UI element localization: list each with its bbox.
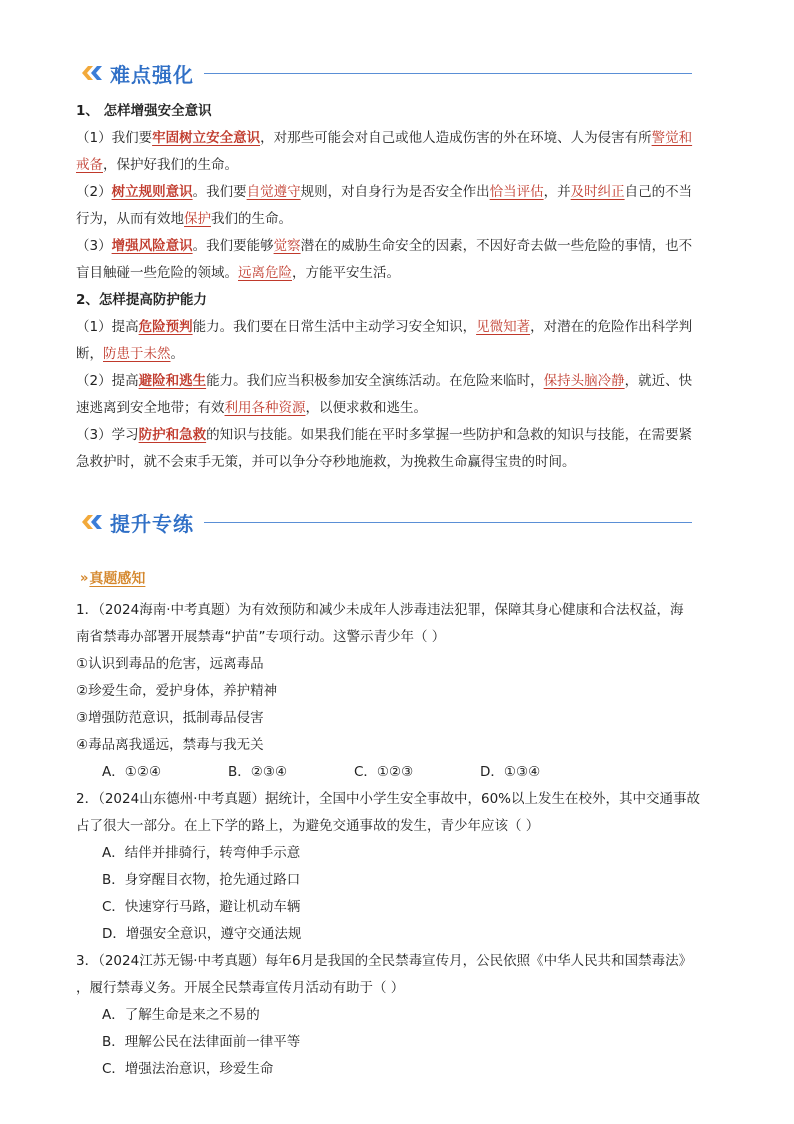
- text: 。: [170, 346, 184, 362]
- statement: ③增强防范意识，抵制毒品侵害: [76, 710, 264, 726]
- key-phrase: 远离危险: [238, 265, 292, 281]
- section-divider: [204, 522, 692, 523]
- key-phrase: 利用各种资源: [224, 400, 306, 416]
- double-chevron-icon: [80, 63, 104, 83]
- option-b[interactable]: B．②③④: [228, 764, 288, 780]
- text: （1）我们要: [76, 130, 153, 146]
- practice-content: [76, 597, 724, 1083]
- key-phrase: 防患于未然: [103, 346, 171, 362]
- q2-item-1-line2: [76, 341, 724, 368]
- q1-item-1-line1: [76, 125, 724, 152]
- subsection-title: 真题感知: [89, 571, 146, 587]
- q2-item-3-line1: [76, 422, 724, 449]
- text: 潜在的威胁生命安全的因素，不因好奇去做一些危险的事情，也不: [300, 238, 693, 254]
- subsection-header: [80, 568, 145, 588]
- text: ，保护好我们的生命。: [103, 157, 238, 173]
- text: ，以便求救和逃生。: [305, 400, 427, 416]
- text: 我们的生命。: [211, 211, 292, 227]
- text: （1）提高: [76, 319, 139, 335]
- question-1-stem: 南省禁毒办部署开展禁毒“护苗”专项行动。这警示青少年（ ）: [76, 629, 446, 645]
- key-phrase: 树立规则意识: [111, 184, 193, 200]
- text: 。我们要: [192, 184, 247, 200]
- option-c[interactable]: C．增强法治意识，珍爱生命: [102, 1061, 274, 1077]
- key-phrase: 增强风险意识: [111, 238, 193, 254]
- text: （2）提高: [76, 373, 139, 389]
- question-1-options: [76, 759, 724, 786]
- difficulty-content: [76, 98, 724, 476]
- q1-item-3-line2: [76, 260, 724, 287]
- q1-item-1-line2: [76, 152, 724, 179]
- key-phrase: 防护和急救: [138, 427, 207, 443]
- key-phrase: 及时纠正: [570, 184, 625, 200]
- option-b[interactable]: B．理解公民在法律面前一律平等: [102, 1034, 301, 1050]
- q1-heading: 1、 怎样增强安全意识: [76, 103, 212, 119]
- option-c[interactable]: C．①②③: [354, 764, 414, 780]
- question-2-stem: 占了很大一部分。在上下学的路上，为避免交通事故的发生，青少年应该（ ）: [76, 818, 540, 834]
- text: ，对那些可能会对自己或他人造成伤害的外在环境、人为侵害有所: [260, 130, 652, 146]
- statement: ①认识到毒品的危害，远离毒品: [76, 656, 264, 672]
- key-phrase: 自觉遵守: [246, 184, 301, 200]
- text: 断，: [76, 346, 103, 362]
- key-phrase: 见微知著: [476, 319, 531, 335]
- section-divider: [204, 73, 692, 74]
- section-title: 提升专练: [110, 511, 194, 536]
- text: （3）: [76, 238, 112, 254]
- text: 盲目触碰一些危险的领域。: [76, 265, 238, 281]
- key-phrase: 危险预判: [138, 319, 193, 335]
- text: 行为，从而有效地: [76, 211, 184, 227]
- text: 能力。我们应当积极参加安全演练活动。在危险来临时，: [206, 373, 544, 389]
- section-title: 难点强化: [110, 62, 194, 87]
- text: 自己的不当: [624, 184, 693, 200]
- text: ，就近、快: [624, 373, 693, 389]
- text: 的知识与技能。如果我们能在平时多掌握一些防护和急救的知识与技能，在需要紧: [206, 427, 693, 443]
- q1-item-2-line2: [76, 206, 724, 233]
- q1-item-3-line1: [76, 233, 724, 260]
- text: ，并: [543, 184, 571, 200]
- key-phrase: 保持头脑冷静: [543, 373, 625, 389]
- q2-heading: 2、怎样提高防护能力: [76, 292, 207, 308]
- text: （3）学习: [76, 427, 139, 443]
- section-header-practice: [80, 507, 692, 537]
- option-b[interactable]: B．身穿醒目衣物，抢先通过路口: [102, 872, 301, 888]
- key-phrase: 戒备: [76, 157, 103, 173]
- text: 能力。我们要在日常生活中主动学习安全知识，: [192, 319, 477, 335]
- text: ，方能平安生活。: [292, 265, 400, 281]
- option-d[interactable]: D．增强安全意识，遵守交通法规: [102, 926, 302, 942]
- key-phrase: 恰当评估: [489, 184, 544, 200]
- q2-item-1-line1: [76, 314, 724, 341]
- question-2-stem: 2．（2024山东德州·中考真题）据统计，全国中小学生安全事故中，60%以上发生在校外，其中交通事故: [76, 791, 700, 807]
- chevron-right-icon: »: [80, 570, 86, 586]
- question-3-stem: ，履行禁毒义务。开展全民禁毒宣传月活动有助于（ ）: [76, 980, 405, 996]
- q2-item-2-line1: [76, 368, 724, 395]
- text: （2）: [76, 184, 112, 200]
- option-c[interactable]: C．快速穿行马路，避让机动车辆: [102, 899, 301, 915]
- question-1-stem: 1．（2024海南·中考真题）为有效预防和减少未成年人涉毒违法犯罪，保障其身心健康和合法权益，海: [76, 602, 684, 618]
- text: 。我们要能够: [192, 238, 274, 254]
- statement: ②珍爱生命，爱护身体，养护精神: [76, 683, 278, 699]
- option-d[interactable]: D．①③④: [480, 764, 541, 780]
- option-a[interactable]: A．结伴并排骑行，转弯伸手示意: [102, 845, 301, 861]
- key-phrase: 避险和逃生: [138, 373, 207, 389]
- text: 速逃离到安全地带；有效: [76, 400, 225, 416]
- q2-item-3-line2: 急救护时，就不会束手无策，并可以争分夺秒地施救，为挽救生命赢得宝贵的时间。: [76, 454, 576, 470]
- text: ，对潜在的危险作出科学判: [530, 319, 693, 335]
- q2-item-2-line2: [76, 395, 724, 422]
- double-chevron-icon: [80, 512, 104, 532]
- statement: ④毒品离我遥远，禁毒与我无关: [76, 737, 264, 753]
- key-phrase: 牢固树立安全意识: [152, 130, 261, 146]
- q1-item-2-line1: [76, 179, 724, 206]
- key-phrase: 觉察: [273, 238, 301, 254]
- question-3-stem: 3．（2024江苏无锡·中考真题）每年6月是我国的全民禁毒宣传月，公民依照《中华人民共和国禁毒法》: [76, 953, 693, 969]
- text: 规则，对自身行为是否安全作出: [300, 184, 490, 200]
- section-header-difficulty: [80, 58, 692, 88]
- option-a[interactable]: A．了解生命是来之不易的: [102, 1007, 260, 1023]
- key-phrase: 警觉和: [651, 130, 693, 146]
- option-a[interactable]: A．①②④: [102, 764, 162, 780]
- key-phrase: 保护: [184, 211, 211, 227]
